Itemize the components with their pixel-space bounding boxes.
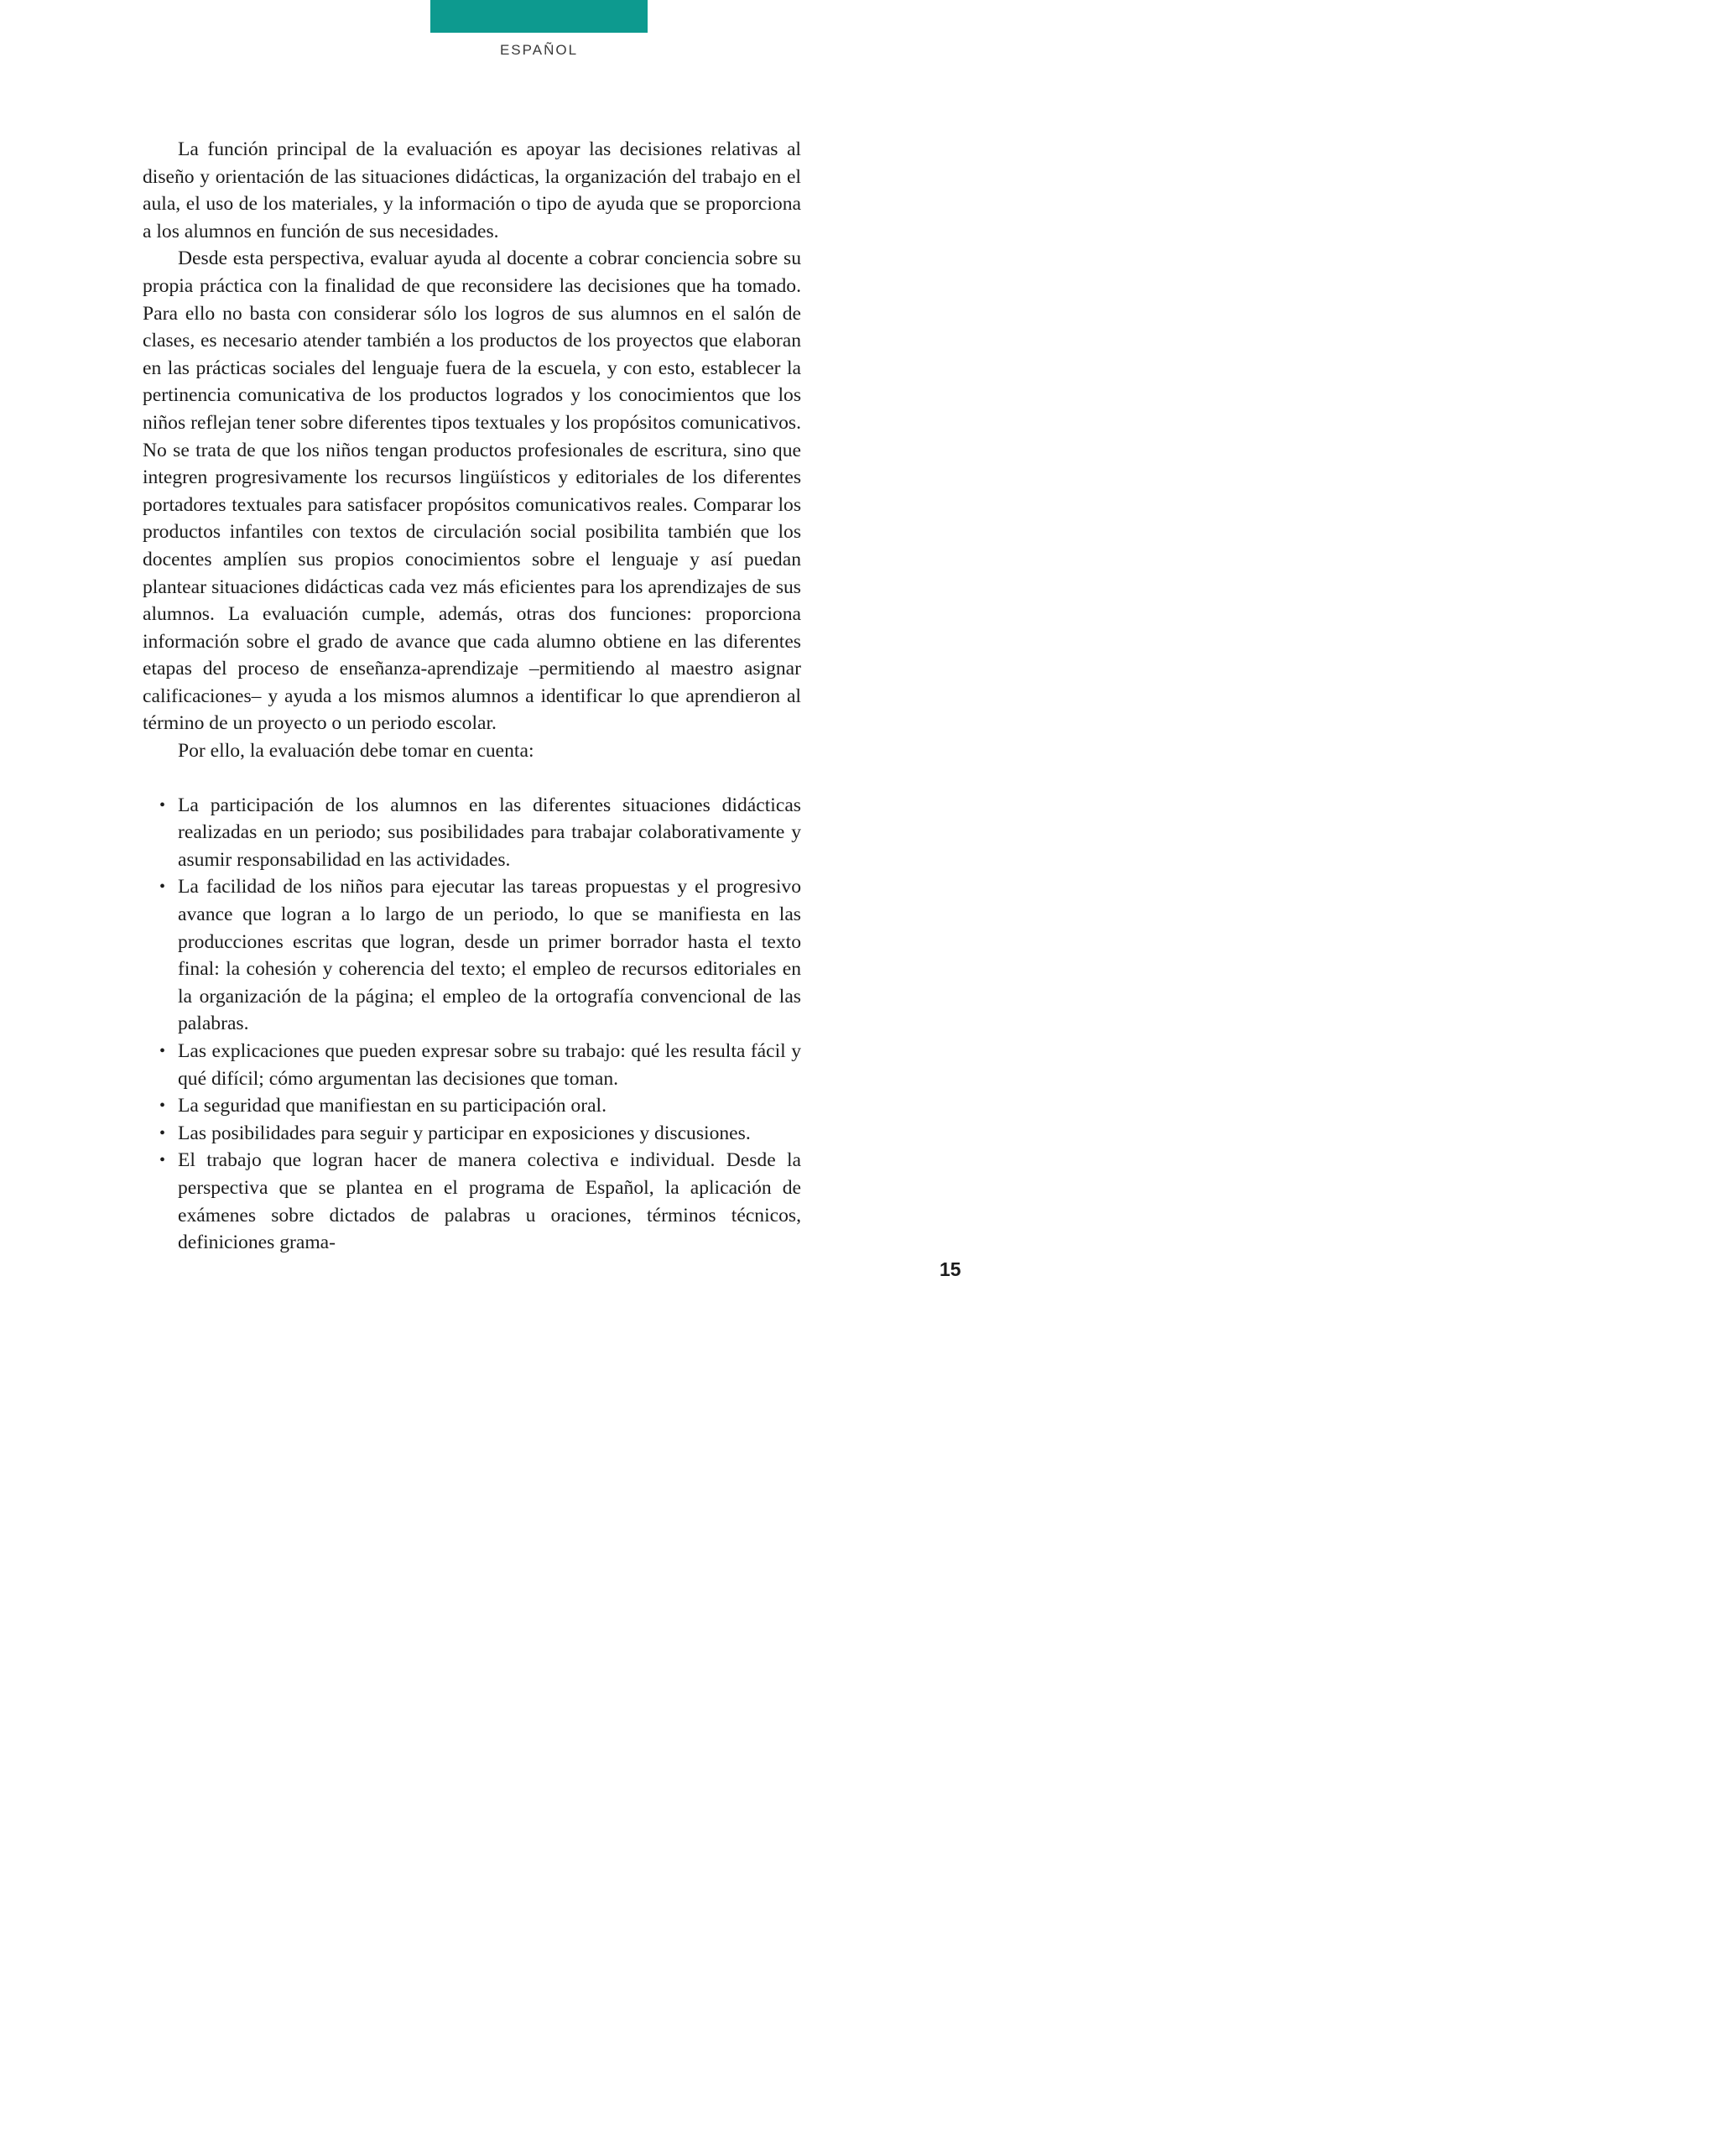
header-color-bar [430,0,648,33]
list-item [143,873,801,1038]
paragraph: Por ello, la evaluación debe tomar en cuenta: [178,740,534,763]
bullet-icon: • [159,878,166,897]
list-item-text: La facilidad de los niños para ejecutar las tareas propuestas y el progresivo avance que logran a lo largo de un periodo, lo que se manifiesta en las producciones escritas que logran, desde un primer borrador hasta el texto final: la cohesión y coherencia del texto; el empleo de recursos editoriales en la organización de la página; el empleo de la ortografía convencional de las palabras. [178,876,801,1035]
page-content [143,136,801,1257]
page-number: 15 [940,1258,961,1280]
bullet-list [143,792,801,1257]
list-item-text: La participación de los alumnos en las diferentes situaciones didácticas realizadas en un periodo; sus posibilidades para trabajar colaborativamente y asumir responsabilidad en las actividades. [178,794,801,871]
bullet-icon: • [159,1123,166,1143]
paragraph: La función principal de la evaluación es apoyar las decisiones relativas al diseño y orientación de las situaciones didácticas, la organización del trabajo en el aula, el uso de los materiales, y la información o tipo de ayuda que se proporciona a los alumnos en función de sus necesidades. [143,138,801,242]
bullet-icon: • [159,1042,166,1060]
list-item-text: El trabajo que logran hacer de manera colectiva e individual. Desde la perspectiva que se plantea en el programa de Español, la aplicación de exámenes sobre dictados de palabras u oraciones, términos técnicos, definiciones grama- [178,1149,801,1254]
section-label: ESPAÑOL [499,42,579,58]
list-item-text: Las posibilidades para seguir y participar en exposiciones y discusiones. [178,1122,751,1144]
list-item-text: La seguridad que manifiestan en su participación oral. [178,1095,607,1117]
list-item [143,1120,801,1148]
bullet-icon: • [159,1096,166,1116]
bullet-icon: • [159,1151,166,1170]
paragraph: Desde esta perspectiva, evaluar ayuda al docente a cobrar conciencia sobre su propia práctica con la finalidad de que reconsidere las decisiones que ha tomado. Para ello no basta con considerar sólo los logros de sus alumnos en el salón de clases, es necesario atender también a los productos de los proyectos que elaboran en las prácticas sociales del lenguaje fuera de la escuela, y con esto, establecer la pertinencia comunicativa de los productos logrados y los conocimientos que los niños reflejan tener sobre diferentes tipos textuales y los propósitos comunicativos. No se trata de que los niños tengan productos profesionales de escritura, sino que integren progresivamente los recursos lingüísticos y editoriales de los diferentes portadores textuales para satisfacer propósitos comunicativos reales. Comparar los productos infantiles con textos de circulación social posibilita también que los docentes amplíen sus propios conocimientos sobre el lenguaje y así puedan plantear situaciones didácticas cada vez más eficientes para los aprendizajes de sus alumnos. La evaluación cumple, además, otras dos funciones: proporciona información sobre el grado de avance que cada alumno obtiene en las diferentes etapas del proceso de enseñanza-aprendizaje –permitiendo al maestro asignar calificaciones– y ayuda a los mismos alumnos a identificar lo que aprendieron al término de un proyecto o un periodo escolar. [143,247,801,735]
list-item-text: Las explicaciones que pueden expresar sobre su trabajo: qué les resulta fácil y qué difícil; cómo argumentan las decisiones que toman. [178,1040,801,1090]
list-item [143,1038,801,1092]
list-item [143,792,801,874]
bullet-icon: • [159,795,166,815]
list-item [143,1092,801,1120]
list-item [143,1147,801,1256]
